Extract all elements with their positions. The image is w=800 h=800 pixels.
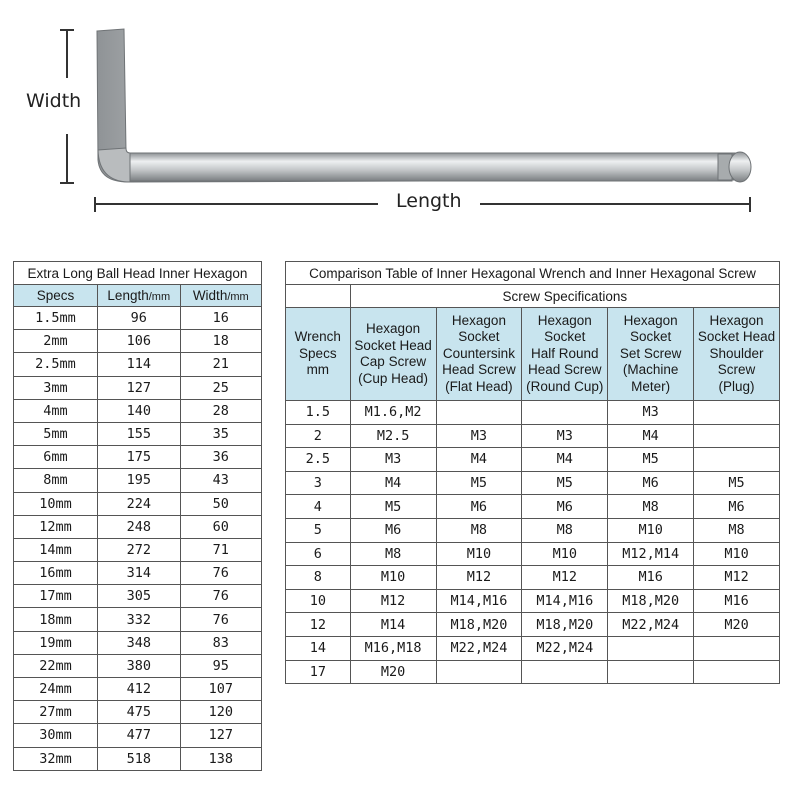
screw-spec-cell: M10 [608, 518, 694, 542]
spec-cell: 22mm [14, 654, 98, 677]
screw-spec-cell: M14,M16 [522, 589, 608, 613]
spec-cell: 2mm [14, 330, 98, 353]
screw-spec-cell [522, 401, 608, 425]
table-row [14, 422, 262, 445]
table-row [286, 495, 780, 519]
table-row [14, 747, 262, 770]
column-header: Wrench Specs mm [286, 308, 351, 401]
screw-spec-cell: M20 [350, 660, 436, 684]
screw-spec-cell [608, 636, 694, 660]
table-row [14, 701, 262, 724]
comparison-table [285, 261, 780, 684]
length-cell: 224 [98, 492, 181, 515]
screw-spec-cell: M6 [694, 495, 780, 519]
spec-cell: 17mm [14, 585, 98, 608]
screw-spec-cell: M22,M24 [522, 636, 608, 660]
screw-spec-cell: M8 [436, 518, 522, 542]
right-table-title: Comparison Table of Inner Hexagonal Wrench and Inner Hexagonal Screw [286, 262, 780, 285]
width-cell: 28 [180, 399, 261, 422]
screw-spec-cell [694, 424, 780, 448]
length-cell: 332 [98, 608, 181, 631]
wrench-spec-cell: 10 [286, 589, 351, 613]
width-cell: 138 [180, 747, 261, 770]
spec-cell: 10mm [14, 492, 98, 515]
width-cell: 60 [180, 515, 261, 538]
blank-corner-cell [286, 285, 351, 308]
screw-spec-cell: M4 [436, 448, 522, 472]
screw-spec-cell: M6 [350, 518, 436, 542]
width-cell: 76 [180, 562, 261, 585]
screw-spec-cell: M3 [350, 448, 436, 472]
screw-spec-cell: M8 [608, 495, 694, 519]
wrench-spec-cell: 2 [286, 424, 351, 448]
width-cell: 127 [180, 724, 261, 747]
table-row [14, 538, 262, 561]
screw-spec-cell: M14,M16 [436, 589, 522, 613]
screw-spec-cell: M5 [436, 471, 522, 495]
screw-spec-cell: M10 [694, 542, 780, 566]
table-row [286, 518, 780, 542]
left-table-title: Extra Long Ball Head Inner Hexagon [14, 262, 262, 285]
column-header: Hexagon Socket Half Round Head Screw (Round Cup) [522, 308, 608, 401]
spec-cell: 18mm [14, 608, 98, 631]
hex-key-illustration [0, 0, 800, 250]
width-cell: 107 [180, 678, 261, 701]
table-row [286, 401, 780, 425]
screw-spec-cell [694, 660, 780, 684]
spec-cell: 4mm [14, 399, 98, 422]
hex-key [97, 29, 751, 182]
screw-spec-cell [436, 401, 522, 425]
wrench-spec-cell: 12 [286, 613, 351, 637]
table-row [14, 446, 262, 469]
screw-spec-cell: M10 [350, 566, 436, 590]
wrench-spec-cell: 17 [286, 660, 351, 684]
length-cell: 348 [98, 631, 181, 654]
spec-cell: 19mm [14, 631, 98, 654]
screw-spec-cell [608, 660, 694, 684]
length-cell: 127 [98, 376, 181, 399]
length-cell: 380 [98, 654, 181, 677]
screw-spec-cell: M22,M24 [436, 636, 522, 660]
screw-spec-cell: M3 [436, 424, 522, 448]
screw-spec-cell: M5 [522, 471, 608, 495]
screw-spec-cell: M6 [436, 495, 522, 519]
table-row [14, 353, 262, 376]
wrench-spec-cell: 5 [286, 518, 351, 542]
width-cell: 76 [180, 608, 261, 631]
screw-spec-cell: M18,M20 [436, 613, 522, 637]
screw-spec-cell: M12 [694, 566, 780, 590]
left-table-body [14, 307, 262, 771]
table-row [286, 471, 780, 495]
wrench-spec-cell: 14 [286, 636, 351, 660]
screw-spec-cell: M6 [608, 471, 694, 495]
spec-cell: 12mm [14, 515, 98, 538]
screw-spec-cell: M5 [608, 448, 694, 472]
table-row [286, 424, 780, 448]
screw-spec-cell [694, 448, 780, 472]
table-row [14, 469, 262, 492]
screw-spec-cell: M10 [522, 542, 608, 566]
wrench-spec-cell: 6 [286, 542, 351, 566]
table-row [14, 608, 262, 631]
table-row [286, 660, 780, 684]
screw-spec-cell: M3 [608, 401, 694, 425]
table-row [14, 585, 262, 608]
screw-spec-cell: M8 [694, 518, 780, 542]
wrench-spec-cell: 2.5 [286, 448, 351, 472]
table-row [286, 613, 780, 637]
column-header: Hexagon Socket Head Cap Screw (Cup Head) [350, 308, 436, 401]
length-cell: 412 [98, 678, 181, 701]
spec-cell: 27mm [14, 701, 98, 724]
screw-spec-cell: M6 [522, 495, 608, 519]
length-cell: 114 [98, 353, 181, 376]
length-cell: 272 [98, 538, 181, 561]
screw-spec-cell: M14 [350, 613, 436, 637]
spec-cell: 6mm [14, 446, 98, 469]
wrench-spec-cell: 3 [286, 471, 351, 495]
length-cell: 155 [98, 422, 181, 445]
spec-cell: 24mm [14, 678, 98, 701]
table-row [286, 542, 780, 566]
header-length-unit: /mm [148, 291, 171, 303]
table-row [14, 307, 262, 330]
screw-spec-cell: M12 [522, 566, 608, 590]
screw-spec-cell [694, 636, 780, 660]
spec-cell: 30mm [14, 724, 98, 747]
length-cell: 477 [98, 724, 181, 747]
table-row [14, 631, 262, 654]
spec-cell: 1.5mm [14, 307, 98, 330]
width-cell: 83 [180, 631, 261, 654]
comparison-header-row [286, 308, 780, 401]
width-cell: 21 [180, 353, 261, 376]
table-row [286, 589, 780, 613]
screw-spec-cell: M18,M20 [608, 589, 694, 613]
table-row [286, 636, 780, 660]
screw-spec-cell: M12,M14 [608, 542, 694, 566]
screw-spec-cell: M3 [522, 424, 608, 448]
screw-spec-cell: M12 [436, 566, 522, 590]
wrench-spec-cell: 1.5 [286, 401, 351, 425]
screw-spec-cell [522, 660, 608, 684]
screw-spec-cell: M20 [694, 613, 780, 637]
screw-spec-cell: M4 [350, 471, 436, 495]
header-specs: Specs [14, 285, 98, 307]
length-cell: 195 [98, 469, 181, 492]
screw-spec-cell [694, 401, 780, 425]
screw-spec-cell: M16 [608, 566, 694, 590]
width-cell: 43 [180, 469, 261, 492]
wrench-spec-cell: 4 [286, 495, 351, 519]
screw-spec-cell: M8 [350, 542, 436, 566]
length-cell: 475 [98, 701, 181, 724]
length-cell: 248 [98, 515, 181, 538]
spec-cell: 2.5mm [14, 353, 98, 376]
column-header: Hexagon Socket Set Screw (Machine Meter) [608, 308, 694, 401]
table-row [14, 492, 262, 515]
screw-spec-cell: M18,M20 [522, 613, 608, 637]
header-length-text: Length [107, 288, 149, 303]
screw-spec-cell: M22,M24 [608, 613, 694, 637]
screw-spec-cell: M5 [350, 495, 436, 519]
length-cell: 314 [98, 562, 181, 585]
table-row [14, 330, 262, 353]
length-cell: 140 [98, 399, 181, 422]
spec-cell: 16mm [14, 562, 98, 585]
length-cell: 175 [98, 446, 181, 469]
screw-spec-cell: M4 [522, 448, 608, 472]
comparison-table-body [286, 401, 780, 684]
screw-spec-cell: M2.5 [350, 424, 436, 448]
table-row [14, 515, 262, 538]
screw-spec-cell: M12 [350, 589, 436, 613]
table-row [286, 566, 780, 590]
screw-spec-cell: M16,M18 [350, 636, 436, 660]
screw-spec-cell: M16 [694, 589, 780, 613]
table-row [14, 654, 262, 677]
header-width-unit: /mm [227, 291, 249, 303]
width-cell: 36 [180, 446, 261, 469]
length-cell: 106 [98, 330, 181, 353]
width-cell: 18 [180, 330, 261, 353]
screw-spec-cell: M8 [522, 518, 608, 542]
screw-spec-cell: M1.6,M2 [350, 401, 436, 425]
header-width-text: Width [192, 288, 228, 303]
width-cell: 35 [180, 422, 261, 445]
table-row [14, 562, 262, 585]
width-cell: 120 [180, 701, 261, 724]
length-label: Length [396, 190, 462, 212]
table-row [14, 376, 262, 399]
column-header: Hexagon Socket Head Shoulder Screw (Plug) [694, 308, 780, 401]
length-cell: 305 [98, 585, 181, 608]
table-row [14, 724, 262, 747]
width-cell: 16 [180, 307, 261, 330]
spec-cell: 5mm [14, 422, 98, 445]
wrench-figure [0, 0, 800, 250]
width-cell: 95 [180, 654, 261, 677]
screw-spec-cell [436, 660, 522, 684]
width-cell: 71 [180, 538, 261, 561]
width-cell: 50 [180, 492, 261, 515]
spec-cell: 8mm [14, 469, 98, 492]
length-cell: 96 [98, 307, 181, 330]
width-cell: 76 [180, 585, 261, 608]
table-row [14, 399, 262, 422]
header-length [98, 285, 181, 307]
wrench-spec-cell: 8 [286, 566, 351, 590]
screw-spec-cell: M10 [436, 542, 522, 566]
screw-spec-cell: M5 [694, 471, 780, 495]
header-width [180, 285, 261, 307]
table-row [286, 448, 780, 472]
screw-spec-cell: M4 [608, 424, 694, 448]
table-row [14, 678, 262, 701]
width-cell: 25 [180, 376, 261, 399]
column-header: Hexagon Socket Countersink Head Screw (Flat Head) [436, 308, 522, 401]
length-cell: 518 [98, 747, 181, 770]
width-label: Width [26, 90, 82, 112]
screw-spec-subtitle: Screw Specifications [350, 285, 779, 308]
spec-cell: 3mm [14, 376, 98, 399]
ball-head-spec-table [13, 261, 262, 771]
spec-cell: 32mm [14, 747, 98, 770]
spec-cell: 14mm [14, 538, 98, 561]
